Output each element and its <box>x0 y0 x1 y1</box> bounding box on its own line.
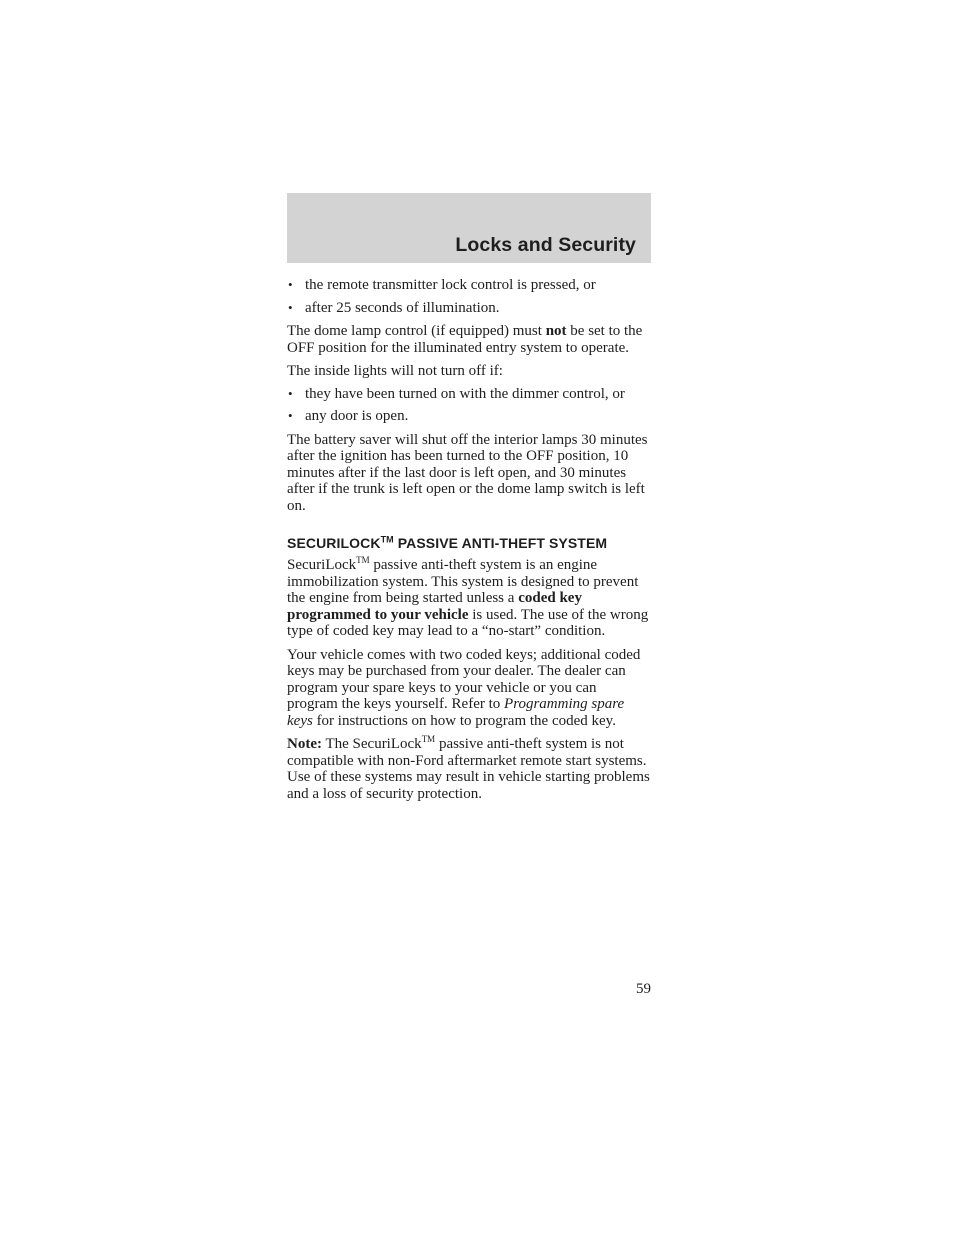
coded-keys-paragraph: Your vehicle comes with two coded keys; additional coded keys may be purchased from your dealer. The dealer can program your spare keys to your vehicle or you can program the keys yourself. Refer to Programming spare keys for instructions on how to program the coded key. <box>287 646 641 729</box>
securilock-description-paragraph: SecuriLock™ passive anti-theft system is an engine immobilization system. This system is designed to prevent the engine from being started unless a coded key programmed to your vehicle is used. The use of the wrong type of coded key may lead to a “no-start” condition. <box>287 555 649 639</box>
bullet-icon: • <box>288 408 293 423</box>
manual-page <box>287 193 651 808</box>
note-paragraph: Note: The SecuriLock™ passive anti-theft system is not compatible with non-Ford aftermarket remote start systems. Use of these systems may result in vehicle starting problems and a loss of security protection. <box>287 734 650 802</box>
emphasis-coded-key: coded key programmed to your vehicle <box>287 590 582 623</box>
bullet-icon: • <box>288 277 293 292</box>
page-content <box>287 277 651 802</box>
emphasis-not: not <box>545 323 567 339</box>
note-label: Note: <box>287 736 322 752</box>
bullet-icon: • <box>288 299 293 315</box>
reference-programming-spare-keys: Programming spare keys <box>287 696 625 729</box>
dome-lamp-paragraph: The dome lamp control (if equipped) must not be set to the OFF position for the illuminated entry system to operate. <box>287 323 643 356</box>
trademark-mark: TM <box>356 555 370 565</box>
list-item: • after 25 seconds of illumination. <box>288 299 500 316</box>
illumination-off-list <box>287 277 651 316</box>
bullet-icon: • <box>288 385 293 401</box>
trademark-mark: TM <box>421 734 436 744</box>
list-item: • they have been turned on with the dimmer control, or <box>288 385 625 402</box>
trademark-mark: TM <box>380 534 394 545</box>
list-item: • the remote transmitter lock control is pressed, or <box>288 277 596 293</box>
inside-lights-paragraph: The inside lights will not turn off if: <box>287 363 503 379</box>
inside-lights-list <box>287 386 651 425</box>
section-title: Locks and Security <box>455 234 636 256</box>
securilock-heading: SECURILOCK™ PASSIVE ANTI-THEFT SYSTEM <box>287 534 608 551</box>
list-item: • any door is open. <box>288 408 409 424</box>
page-number: 59 <box>636 981 651 997</box>
battery-saver-paragraph: The battery saver will shut off the interior lamps 30 minutes after the ignition has been turned to the OFF position, 10 minutes after if the last door is left open, and 30 minutes after if the trunk is left open or the dome lamp switch is left on. <box>287 431 648 514</box>
section-header-band <box>287 193 651 263</box>
